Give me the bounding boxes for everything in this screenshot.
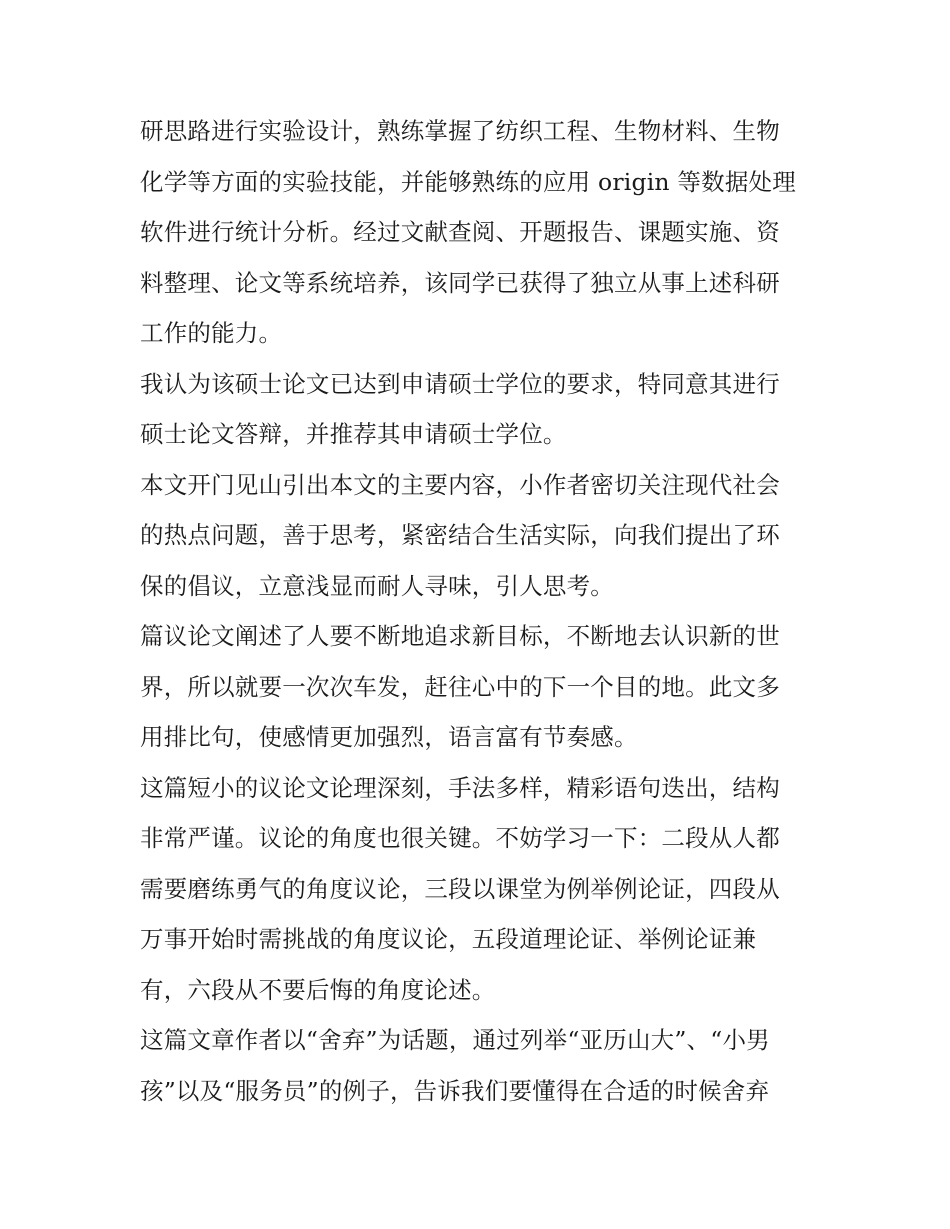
text-line: 孩”以及“服务员”的例子，告诉我们要懂得在合适的时候舍弃 bbox=[140, 1076, 770, 1105]
text-line: 保的倡议，立意浅显而耐人寻味，引人思考。 bbox=[140, 571, 614, 600]
text-line: 料整理、论文等系统培养，该同学已获得了独立从事上述科研 bbox=[140, 268, 780, 297]
text-line: 的热点问题，善于思考，紧密结合生活实际，向我们提出了环 bbox=[140, 521, 780, 549]
text-line: 需要磨练勇气的角度议论，三段以课堂为例举例论证，四段从 bbox=[140, 874, 780, 903]
text-line: 工作的能力。 bbox=[140, 319, 283, 347]
text-line: 非常严谨。议论的角度也很关键。不妨学习一下：二段从人都 bbox=[140, 824, 780, 852]
text-line: 我认为该硕士论文已达到申请硕士学位的要求，特同意其进行 bbox=[140, 369, 780, 398]
text-line: 这篇短小的议论文论理深刻，手法多样，精彩语句迭出，结构 bbox=[140, 773, 780, 802]
paragraph-research-ability bbox=[140, 106, 812, 359]
text-line: 化学等方面的实验技能，并能够熟练的应用 origin 等数据处理 bbox=[140, 167, 796, 196]
text-line: 本文开门见山引出本文的主要内容，小作者密切关注现代社会 bbox=[140, 470, 780, 499]
text-line: 界，所以就要一次次车发，赶往心中的下一个目的地。此文多 bbox=[140, 672, 780, 701]
paragraph-comment-new-goals bbox=[140, 611, 812, 763]
text-line: 硕士论文答辩，并推荐其申请硕士学位。 bbox=[140, 420, 567, 448]
paragraph-comment-environment bbox=[140, 460, 812, 612]
text-line: 用排比句，使感情更加强烈，语言富有节奏感。 bbox=[140, 723, 638, 751]
text-line: 研思路进行实验设计，熟练掌握了纺织工程、生物材料、生物 bbox=[140, 117, 780, 145]
document-body bbox=[140, 106, 812, 1116]
text-line: 有，六段从不要后悔的角度论述。 bbox=[140, 975, 496, 1004]
text-line: 软件进行统计分析。经过文献查阅、开题报告、课题实施、资 bbox=[140, 218, 780, 246]
text-line: 这篇文章作者以“舍弃”为话题，通过列举“亚历山大”、“小男 bbox=[140, 1026, 770, 1054]
paragraph-comment-structure bbox=[140, 763, 812, 1016]
paragraph-recommendation bbox=[140, 359, 812, 460]
text-line: 篇议论文阐述了人要不断地追求新目标，不断地去认识新的世 bbox=[140, 622, 780, 650]
paragraph-comment-letting-go bbox=[140, 1015, 812, 1116]
text-line: 万事开始时需挑战的角度议论，五段道理论证、举例论证兼 bbox=[140, 925, 757, 953]
